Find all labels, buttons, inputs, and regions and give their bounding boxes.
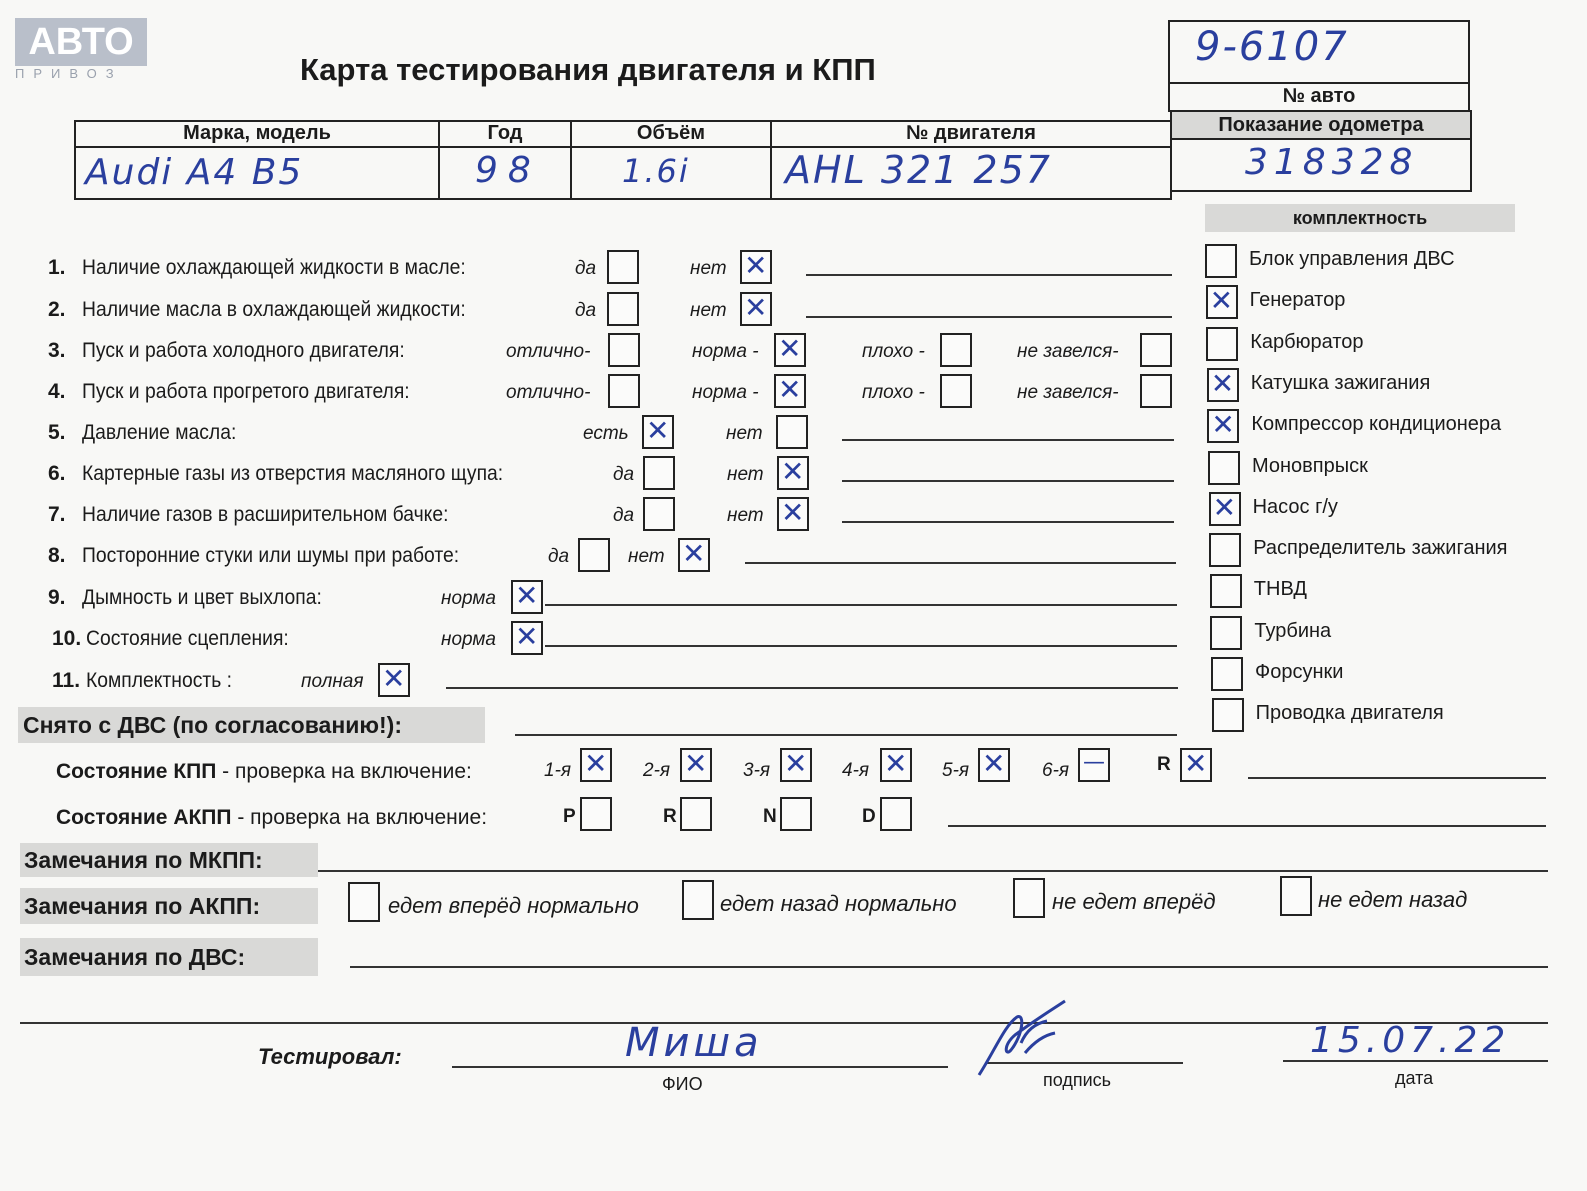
signature-caption: подпись bbox=[1043, 1070, 1112, 1090]
checkbox-checked[interactable] bbox=[378, 663, 410, 697]
answer-line[interactable] bbox=[806, 316, 1172, 318]
gear-checkbox[interactable] bbox=[1180, 748, 1212, 782]
completeness-title: комплектность bbox=[1205, 204, 1515, 232]
option-label: нет bbox=[727, 464, 764, 485]
mode-checkbox[interactable] bbox=[880, 797, 912, 831]
option-label: нет bbox=[727, 505, 764, 526]
answer-line[interactable] bbox=[545, 645, 1177, 647]
volume-value[interactable]: 1.6i bbox=[622, 152, 690, 190]
row-question: Посторонние стуки или шумы при работе: bbox=[82, 544, 460, 567]
kpp-label: Состояние КПП - проверка на включение: bbox=[56, 760, 472, 783]
akpp-label: Состояние АКПП - проверка на включение: bbox=[56, 806, 488, 829]
option-label: отлично- bbox=[506, 382, 591, 403]
row-number: 4. bbox=[48, 380, 66, 403]
remarks-mkpp-label: Замечания по МКПП: bbox=[20, 843, 318, 877]
gear-checkbox[interactable] bbox=[780, 748, 812, 782]
kpp-line[interactable] bbox=[1248, 777, 1546, 779]
row-number: 5. bbox=[48, 421, 66, 444]
row-question: Наличие масла в охлаждающей жидкости: bbox=[82, 298, 466, 321]
completeness-checkbox[interactable] bbox=[1209, 533, 1241, 567]
gear-label: 1-я bbox=[544, 760, 572, 781]
option-label: да bbox=[613, 464, 635, 485]
option-label: норма bbox=[441, 629, 496, 650]
completeness-checkbox-checked[interactable] bbox=[1207, 368, 1239, 402]
gear-label: 5-я bbox=[942, 760, 970, 781]
row-question: Пуск и работа прогретого двигателя: bbox=[82, 380, 410, 403]
row-question: Картерные газы из отверстия масляного щупа: bbox=[82, 462, 504, 485]
completeness-checkbox[interactable] bbox=[1208, 451, 1240, 485]
remark-option-label: не едет назад bbox=[1318, 887, 1468, 912]
row-number: 10. bbox=[52, 627, 82, 650]
name-line[interactable] bbox=[452, 1066, 948, 1068]
checkbox-checked[interactable] bbox=[511, 621, 543, 655]
gear-checkbox[interactable] bbox=[1078, 748, 1110, 782]
remark-checkbox[interactable] bbox=[1013, 878, 1045, 918]
checkbox[interactable] bbox=[608, 333, 640, 367]
answer-line[interactable] bbox=[806, 274, 1172, 276]
option-label: да bbox=[575, 258, 597, 279]
remarks-mkpp-line[interactable] bbox=[318, 870, 1548, 872]
date-caption: дата bbox=[1395, 1068, 1434, 1088]
remarks-dvs-line[interactable] bbox=[350, 966, 1548, 968]
completeness-item-label: Генератор bbox=[1249, 289, 1346, 312]
row-number: 6. bbox=[48, 462, 66, 485]
remark-option-label: едет назад нормально bbox=[720, 891, 957, 916]
checkbox-checked[interactable] bbox=[511, 580, 543, 614]
row-question: Состояние сцепления: bbox=[86, 627, 289, 650]
checkbox[interactable] bbox=[643, 456, 675, 490]
completeness-checkbox[interactable] bbox=[1212, 698, 1244, 732]
mode-checkbox[interactable] bbox=[680, 797, 712, 831]
completeness-item-label: ТНВД bbox=[1253, 578, 1307, 601]
model-value[interactable]: Audi A4 B5 bbox=[85, 152, 304, 193]
checkbox[interactable] bbox=[1140, 333, 1172, 367]
option-label: есть bbox=[583, 423, 629, 444]
row-question: Давление масла: bbox=[82, 421, 237, 444]
option-label: да bbox=[613, 505, 635, 526]
completeness-item-label: Форсунки bbox=[1255, 661, 1344, 683]
mode-label: D bbox=[862, 806, 876, 827]
option-label: отлично- bbox=[506, 341, 591, 362]
engine-value[interactable]: AHL 321 257 bbox=[785, 148, 1052, 192]
gear-label: 6-я bbox=[1042, 760, 1070, 781]
mode-label: P bbox=[563, 806, 576, 827]
completeness-item-label: Катушка зажигания bbox=[1250, 371, 1431, 394]
checkbox-checked[interactable] bbox=[740, 292, 772, 326]
model-label: Марка, модель bbox=[183, 122, 331, 144]
row-number: 2. bbox=[48, 298, 66, 321]
option-label: норма - bbox=[692, 382, 759, 403]
completeness-item-label: Компрессор кондиционера bbox=[1251, 413, 1502, 436]
option-label: нет bbox=[628, 546, 665, 567]
completeness-item-label: Блок управления ДВС bbox=[1249, 248, 1455, 270]
remark-option-label: едет вперёд нормально bbox=[388, 893, 639, 918]
remark-checkbox[interactable] bbox=[1280, 876, 1312, 916]
option-label: плохо - bbox=[862, 382, 925, 403]
completeness-checkbox[interactable] bbox=[1205, 244, 1237, 278]
name-value[interactable]: Миша bbox=[625, 1020, 763, 1066]
answer-line[interactable] bbox=[842, 480, 1174, 482]
checkbox[interactable] bbox=[607, 250, 639, 284]
option-label: не завелся- bbox=[1017, 382, 1119, 403]
completeness-item-label: Насос г/у bbox=[1252, 495, 1338, 518]
gear-label: 3-я bbox=[743, 760, 771, 781]
answer-line[interactable] bbox=[842, 521, 1174, 523]
option-label: полная bbox=[301, 671, 364, 692]
volume-label: Объём bbox=[636, 122, 706, 144]
checkbox-checked[interactable] bbox=[774, 333, 806, 367]
completeness-checkbox-checked[interactable] bbox=[1209, 492, 1241, 526]
answer-line[interactable] bbox=[842, 439, 1174, 441]
checkbox[interactable] bbox=[607, 292, 639, 326]
answer-line[interactable] bbox=[446, 687, 1178, 689]
checkbox[interactable] bbox=[643, 497, 675, 531]
option-label: нет bbox=[690, 258, 727, 279]
completeness-item-label: Проводка двигателя bbox=[1255, 702, 1444, 725]
car-number-label: № авто bbox=[1282, 85, 1356, 107]
engine-label: № двигателя bbox=[906, 122, 1036, 144]
name-caption: ФИО bbox=[662, 1074, 703, 1094]
completeness-checkbox[interactable] bbox=[1211, 657, 1243, 691]
completeness-item-label: Распределитель зажигания bbox=[1253, 537, 1508, 560]
option-label: норма bbox=[441, 588, 496, 609]
answer-line[interactable] bbox=[745, 562, 1176, 564]
completeness-item-label: Турбина bbox=[1254, 619, 1332, 642]
row-question: Наличие газов в расширительном бачке: bbox=[82, 503, 449, 526]
odometer-value[interactable]: 318328 bbox=[1245, 142, 1419, 183]
gear-label: R bbox=[1157, 754, 1171, 775]
option-label: плохо - bbox=[862, 341, 925, 362]
row-number: 3. bbox=[48, 339, 66, 362]
option-label: нет bbox=[726, 423, 763, 444]
year-value[interactable]: 98 bbox=[475, 150, 541, 191]
gear-checkbox[interactable] bbox=[580, 748, 612, 782]
mode-label: R bbox=[663, 806, 677, 827]
remarks-akpp-label: Замечания по АКПП: bbox=[20, 888, 318, 924]
row-question: Комплектность : bbox=[86, 669, 233, 692]
completeness-checkbox[interactable] bbox=[1210, 574, 1242, 608]
row-number: 7. bbox=[48, 503, 66, 526]
option-label: не завелся- bbox=[1017, 341, 1119, 362]
completeness-item-label: Карбюратор bbox=[1250, 330, 1364, 353]
option-label: да bbox=[548, 546, 570, 567]
removed-line[interactable] bbox=[515, 734, 1177, 736]
checkbox-checked[interactable] bbox=[740, 250, 772, 284]
row-number: 1. bbox=[48, 256, 66, 279]
mode-checkbox[interactable] bbox=[780, 797, 812, 831]
gear-checkbox[interactable] bbox=[680, 748, 712, 782]
gear-label: 2-я bbox=[643, 760, 671, 781]
checkbox[interactable] bbox=[578, 538, 610, 572]
remark-checkbox[interactable] bbox=[682, 880, 714, 920]
completeness-checkbox-checked[interactable] bbox=[1206, 285, 1238, 319]
row-question: Дымность и цвет выхлопа: bbox=[82, 586, 322, 609]
checkbox-checked[interactable] bbox=[777, 456, 809, 490]
option-label: да bbox=[575, 300, 597, 321]
completeness-item-label: Моновпрыск bbox=[1252, 454, 1368, 477]
logo-subtitle: ПРИВОЗ bbox=[15, 66, 123, 81]
remarks-dvs-label: Замечания по ДВС: bbox=[20, 938, 318, 976]
checkbox[interactable] bbox=[776, 415, 808, 449]
option-label: норма - bbox=[692, 341, 759, 362]
odometer-label: Показание одометра bbox=[1218, 114, 1424, 136]
checkbox[interactable] bbox=[940, 374, 972, 408]
gear-checkbox[interactable] bbox=[880, 748, 912, 782]
completeness-checkbox[interactable] bbox=[1210, 616, 1242, 650]
row-number: 9. bbox=[48, 586, 66, 609]
tested-label: Тестировал: bbox=[258, 1044, 402, 1069]
option-label: нет bbox=[690, 300, 727, 321]
checkbox-checked[interactable] bbox=[642, 415, 674, 449]
checkbox-checked[interactable] bbox=[774, 374, 806, 408]
checkbox-checked[interactable] bbox=[678, 538, 710, 572]
removed-label: Снято с ДВС (по согласованию!): bbox=[18, 707, 485, 743]
completeness-checkbox[interactable] bbox=[1206, 327, 1238, 361]
remark-checkbox[interactable] bbox=[348, 882, 380, 922]
remark-option-label: не едет вперёд bbox=[1052, 889, 1216, 914]
completeness-checkbox-checked[interactable] bbox=[1207, 409, 1239, 443]
car-number-value[interactable]: 9-6107 bbox=[1195, 24, 1349, 70]
row-number: 11. bbox=[52, 669, 81, 692]
checkbox[interactable] bbox=[940, 333, 972, 367]
gear-checkbox[interactable] bbox=[978, 748, 1010, 782]
checkbox-checked[interactable] bbox=[777, 497, 809, 531]
answer-line[interactable] bbox=[545, 604, 1177, 606]
date-value[interactable]: 15.07.22 bbox=[1310, 1020, 1511, 1061]
page-title: Карта тестирования двигателя и КПП bbox=[300, 52, 876, 87]
mode-label: N bbox=[763, 806, 777, 827]
row-question: Наличие охлаждающей жидкости в масле: bbox=[82, 256, 466, 279]
year-label: Год bbox=[487, 122, 523, 144]
row-question: Пуск и работа холодного двигателя: bbox=[82, 339, 405, 362]
checkbox[interactable] bbox=[608, 374, 640, 408]
logo: АВТО bbox=[15, 18, 147, 66]
akpp-line[interactable] bbox=[948, 825, 1546, 827]
mode-checkbox[interactable] bbox=[580, 797, 612, 831]
gear-label: 4-я bbox=[842, 760, 870, 781]
row-number: 8. bbox=[48, 544, 66, 567]
checkbox[interactable] bbox=[1140, 374, 1172, 408]
